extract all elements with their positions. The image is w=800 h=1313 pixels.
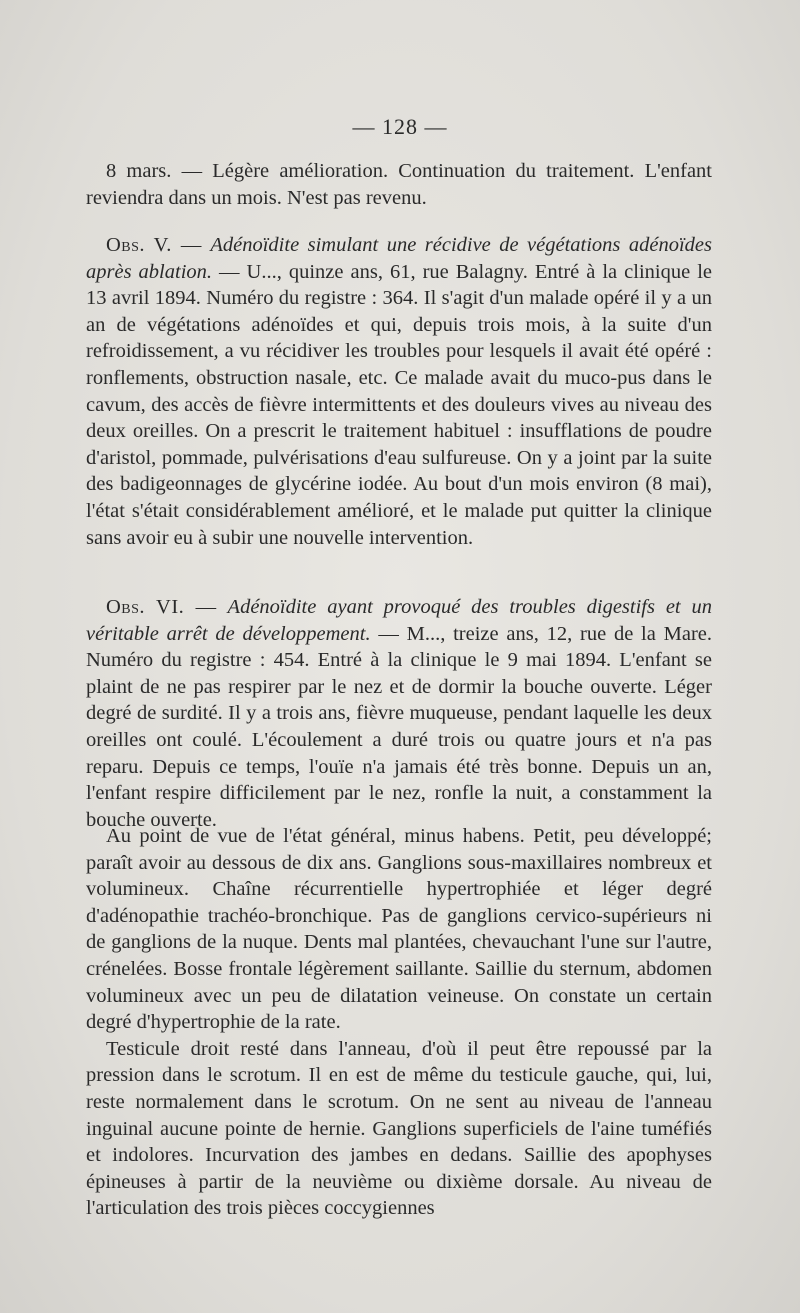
observation-5-title: Adénoïdite simulant une récidive de végétations adénoïdes après ablation. (86, 234, 712, 283)
testicle-paragraph: Testicule droit resté dans l'anneau, d'où il peut être repoussé par la pression dans le scrotum. Il en est de même du testicule gauche, qui, lui, reste normalement dans le scrotum. On ne sent au niveau de l'anneau inguinal aucune pointe de hernie. Ganglions superficiels de l'aine tuméfiés et indolores. Incurvation des jambes en dedans. Saillie des apophyses épineuses à partir de la neuvième ou dixième dorsale. Au niveau de l'articulation des trois pièces coccygiennes (86, 1037, 712, 1220)
observation-6 (86, 594, 712, 833)
observation-6-body: — M..., treize ans, 12, rue de la Mare. Numéro du registre : 454. Entré à la clinique le 9 mai 1894. L'enfant se plaint de ne pas respirer par le nez et de dormir la bouche ouverte. Léger degré de surdité. Il y a trois ans, fièvre muqueuse, pendant laquelle les deux oreilles ont coulé. L'écoulement a duré trois ou quatre jours et n'a pas reparu. Depuis ce temps, l'ouïe n'a jamais été très bonne. Depuis un an, l'enfant respire difficilement par le nez, ronfle la nuit, a constamment la bouche ouverte. (86, 622, 712, 831)
observation-5-paragraph (86, 232, 712, 551)
observation-5-body: — U..., quinze ans, 61, rue Balagny. Entré à la clinique le 13 avril 1894. Numéro du registre : 364. Il s'agit d'un malade opéré il y a un an de végétations adénoïdes et qui, depuis trois mois, à la suite d'un refroidissement, a vu récidiver les troubles pour lesquels il avait été opéré : ronflements, obstruction nasale, etc. Ce malade avait du muco-pus dans le cavum, des accès de fièvre intermittents et des douleurs vives au niveau des deux oreilles. On a prescrit le traitement habituel : insufflations de poudre d'aristol, pommade, pulvérisations d'eau sulfureuse. On y a joint par la suite des badigeonnages de glycérine iodée. Au bout d'un mois environ (8 mai), l'état s'était considérablement amélioré, et le malade put quitter la clinique sans avoir eu à subir une nouvelle intervention. (86, 260, 712, 549)
paragraph-text: 8 mars. — Légère amélioration. Continuation du traitement. L'enfant reviendra dans un mois. N'est pas revenu. (86, 160, 712, 209)
general-state-paragraph: Au point de vue de l'état général, minus habens. Petit, peu développé; paraît avoir au dessous de dix ans. Ganglions sous-maxillaires nombreux et volumineux. Chaîne récurrentielle hypertrophiée et léger degré d'adénopathie trachéo-bronchique. Pas de ganglions cervico-supérieurs ni de ganglions de la nuque. Dents mal plantées, chevauchant l'une sur l'autre, crénelées. Bosse frontale légèrement saillante. Saillie du sternum, abdomen volumineux avec un peu de dilatation veineuse. On constate un certain degré d'hypertrophie de la rate. (86, 825, 712, 1034)
page-number: — 128 — (352, 114, 448, 139)
observation-6-continued (86, 823, 712, 1222)
observation-6-title: Adénoïdite ayant provoqué des troubles digestifs et un véritable arrêt de développement. (86, 596, 712, 645)
observation-5-label: Obs. V. — (106, 234, 202, 256)
observation-6-paragraph (86, 594, 712, 833)
observation-6-label: Obs. VI. — (106, 596, 217, 618)
paragraph-march-8 (86, 158, 712, 211)
observation-5 (86, 232, 712, 551)
